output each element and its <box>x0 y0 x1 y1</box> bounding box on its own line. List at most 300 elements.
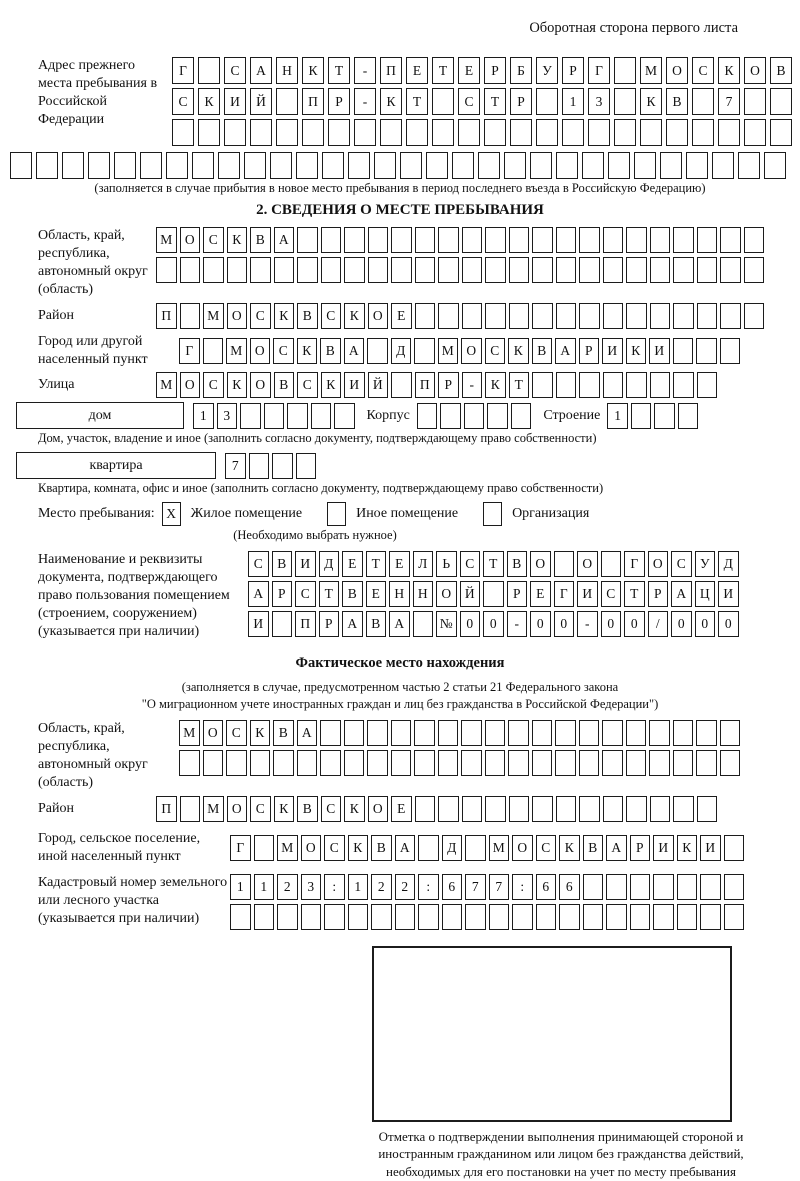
char-box[interactable]: - <box>354 57 376 84</box>
char-box[interactable] <box>368 227 389 253</box>
char-box[interactable] <box>391 750 412 776</box>
char-box[interactable] <box>556 227 577 253</box>
char-box[interactable] <box>509 796 530 822</box>
char-box[interactable]: И <box>649 338 670 364</box>
char-box[interactable] <box>254 835 275 861</box>
char-box[interactable]: Л <box>413 551 434 577</box>
char-box[interactable]: Р <box>272 581 293 607</box>
char-box[interactable]: Е <box>342 551 363 577</box>
char-box[interactable] <box>720 720 741 746</box>
char-box[interactable] <box>530 152 552 179</box>
char-box[interactable]: С <box>321 303 342 329</box>
char-box[interactable]: Е <box>458 57 480 84</box>
char-box[interactable] <box>320 750 341 776</box>
char-box[interactable] <box>272 453 293 479</box>
char-box[interactable]: О <box>436 581 457 607</box>
char-box[interactable] <box>452 152 474 179</box>
char-box[interactable]: О <box>203 720 224 746</box>
char-box[interactable]: Й <box>460 581 481 607</box>
char-box[interactable]: М <box>438 338 459 364</box>
char-box[interactable] <box>297 750 318 776</box>
char-box[interactable]: К <box>718 57 740 84</box>
char-box-row[interactable] <box>179 338 740 364</box>
char-box[interactable] <box>626 227 647 253</box>
char-box[interactable]: И <box>602 338 623 364</box>
char-box[interactable] <box>180 257 201 283</box>
char-box[interactable]: - <box>462 372 483 398</box>
char-box[interactable] <box>696 750 717 776</box>
char-box[interactable] <box>532 257 553 283</box>
char-box[interactable]: 0 <box>460 611 481 637</box>
char-box[interactable] <box>418 904 439 930</box>
char-box[interactable] <box>697 372 718 398</box>
char-box[interactable]: М <box>489 835 510 861</box>
char-box[interactable] <box>244 152 266 179</box>
char-box[interactable]: С <box>601 581 622 607</box>
char-box[interactable]: М <box>203 796 224 822</box>
char-box[interactable] <box>606 904 627 930</box>
char-box[interactable] <box>579 750 600 776</box>
char-box[interactable] <box>744 227 765 253</box>
char-box[interactable] <box>744 257 765 283</box>
char-box[interactable]: С <box>321 796 342 822</box>
char-box[interactable] <box>438 720 459 746</box>
char-box[interactable] <box>720 257 741 283</box>
char-box[interactable] <box>297 227 318 253</box>
char-box[interactable]: : <box>418 874 439 900</box>
char-box[interactable]: 6 <box>536 874 557 900</box>
char-box[interactable] <box>489 904 510 930</box>
char-box[interactable]: Д <box>391 338 412 364</box>
char-box[interactable] <box>391 720 412 746</box>
char-box[interactable] <box>250 119 272 146</box>
char-box[interactable]: Р <box>630 835 651 861</box>
char-box-row[interactable] <box>172 88 792 115</box>
char-box[interactable] <box>273 750 294 776</box>
char-box[interactable]: П <box>295 611 316 637</box>
char-box[interactable]: С <box>203 372 224 398</box>
char-box[interactable] <box>559 904 580 930</box>
char-box[interactable]: 3 <box>588 88 610 115</box>
char-box[interactable] <box>462 227 483 253</box>
char-box[interactable] <box>634 152 656 179</box>
char-box[interactable] <box>555 750 576 776</box>
char-box[interactable] <box>696 338 717 364</box>
char-box[interactable] <box>462 303 483 329</box>
char-box[interactable] <box>367 338 388 364</box>
char-box[interactable]: Т <box>432 57 454 84</box>
char-box[interactable]: № <box>436 611 457 637</box>
char-box[interactable]: С <box>536 835 557 861</box>
char-box[interactable] <box>250 750 271 776</box>
char-box[interactable]: О <box>368 303 389 329</box>
char-box[interactable] <box>630 904 651 930</box>
char-box[interactable]: К <box>348 835 369 861</box>
char-box[interactable]: О <box>577 551 598 577</box>
char-box[interactable]: 2 <box>277 874 298 900</box>
char-box[interactable] <box>579 796 600 822</box>
char-box[interactable] <box>673 303 694 329</box>
char-box[interactable]: А <box>671 581 692 607</box>
char-box[interactable]: И <box>700 835 721 861</box>
char-box[interactable] <box>203 338 224 364</box>
char-box[interactable] <box>626 796 647 822</box>
char-box[interactable] <box>744 303 765 329</box>
char-box-row[interactable] <box>230 835 744 861</box>
char-box[interactable]: Р <box>562 57 584 84</box>
char-box[interactable]: Т <box>328 57 350 84</box>
char-box[interactable]: И <box>224 88 246 115</box>
char-box[interactable]: : <box>512 874 533 900</box>
char-box[interactable] <box>10 152 32 179</box>
char-box[interactable]: К <box>380 88 402 115</box>
char-box[interactable]: Т <box>624 581 645 607</box>
char-box[interactable] <box>277 904 298 930</box>
char-box[interactable]: Г <box>179 338 200 364</box>
char-box[interactable]: М <box>156 372 177 398</box>
char-box[interactable] <box>442 904 463 930</box>
char-box[interactable] <box>582 152 604 179</box>
char-box[interactable]: А <box>389 611 410 637</box>
char-box[interactable] <box>417 403 438 429</box>
char-box[interactable]: О <box>301 835 322 861</box>
char-box[interactable]: И <box>577 581 598 607</box>
char-box[interactable] <box>414 750 435 776</box>
char-box[interactable]: В <box>272 551 293 577</box>
char-box[interactable] <box>367 720 388 746</box>
char-box[interactable] <box>692 119 714 146</box>
char-box[interactable]: Г <box>172 57 194 84</box>
char-box[interactable] <box>650 372 671 398</box>
char-box[interactable] <box>673 750 694 776</box>
char-box-row[interactable] <box>156 227 764 253</box>
char-box[interactable] <box>583 874 604 900</box>
char-box[interactable] <box>508 720 529 746</box>
char-box[interactable] <box>556 152 578 179</box>
char-box[interactable]: В <box>297 303 318 329</box>
char-box[interactable] <box>673 227 694 253</box>
char-box[interactable] <box>324 904 345 930</box>
char-box[interactable]: В <box>320 338 341 364</box>
char-box[interactable] <box>418 835 439 861</box>
char-box[interactable] <box>556 257 577 283</box>
char-box[interactable]: С <box>203 227 224 253</box>
char-box[interactable]: О <box>250 338 271 364</box>
house-type-box[interactable]: дом <box>16 402 184 429</box>
char-box[interactable]: М <box>179 720 200 746</box>
char-box[interactable] <box>227 257 248 283</box>
char-box[interactable]: А <box>344 338 365 364</box>
char-box[interactable]: М <box>640 57 662 84</box>
char-box[interactable]: К <box>302 57 324 84</box>
char-box[interactable] <box>603 257 624 283</box>
char-box-row-fullwidth[interactable] <box>10 152 790 179</box>
char-box[interactable]: С <box>224 57 246 84</box>
checkbox-inoe[interactable] <box>327 502 346 526</box>
char-box[interactable]: У <box>695 551 716 577</box>
char-box[interactable] <box>354 119 376 146</box>
char-box[interactable]: А <box>555 338 576 364</box>
char-box[interactable]: Т <box>366 551 387 577</box>
char-box[interactable]: К <box>344 303 365 329</box>
char-box[interactable] <box>579 303 600 329</box>
apartment-type-box[interactable]: квартира <box>16 452 216 479</box>
char-box[interactable]: Г <box>554 581 575 607</box>
char-box[interactable] <box>720 303 741 329</box>
char-box[interactable] <box>180 796 201 822</box>
char-box-row[interactable] <box>248 611 739 637</box>
char-box[interactable] <box>485 750 506 776</box>
char-box[interactable]: Е <box>391 303 412 329</box>
char-box[interactable]: А <box>606 835 627 861</box>
char-box[interactable] <box>264 403 285 429</box>
char-box[interactable] <box>367 750 388 776</box>
char-box[interactable]: Г <box>588 57 610 84</box>
char-box[interactable] <box>602 750 623 776</box>
char-box[interactable] <box>697 303 718 329</box>
stroenie-boxes[interactable] <box>607 403 698 429</box>
char-box[interactable]: Е <box>389 551 410 577</box>
char-box[interactable] <box>650 796 671 822</box>
char-box[interactable]: К <box>250 720 271 746</box>
char-box[interactable]: Т <box>483 551 504 577</box>
char-box[interactable] <box>321 257 342 283</box>
char-box[interactable] <box>415 303 436 329</box>
char-box[interactable]: В <box>366 611 387 637</box>
char-box[interactable]: О <box>227 796 248 822</box>
char-box[interactable]: С <box>671 551 692 577</box>
char-box[interactable] <box>626 257 647 283</box>
char-box[interactable] <box>532 720 553 746</box>
char-box[interactable]: Н <box>276 57 298 84</box>
char-box[interactable] <box>606 874 627 900</box>
char-box[interactable]: И <box>718 581 739 607</box>
char-box[interactable]: О <box>666 57 688 84</box>
char-box[interactable] <box>179 750 200 776</box>
apartment-number-boxes[interactable] <box>225 453 316 479</box>
char-box[interactable]: 6 <box>559 874 580 900</box>
char-box[interactable] <box>438 303 459 329</box>
char-box[interactable] <box>321 227 342 253</box>
char-box[interactable] <box>249 453 270 479</box>
char-box[interactable] <box>226 750 247 776</box>
char-box[interactable] <box>301 904 322 930</box>
char-box[interactable]: Г <box>230 835 251 861</box>
char-box[interactable] <box>484 119 506 146</box>
char-box[interactable] <box>562 119 584 146</box>
char-box[interactable] <box>653 874 674 900</box>
char-box[interactable] <box>614 57 636 84</box>
char-box[interactable] <box>720 227 741 253</box>
char-box[interactable]: 1 <box>193 403 214 429</box>
char-box[interactable]: Р <box>507 581 528 607</box>
char-box[interactable] <box>700 904 721 930</box>
char-box[interactable] <box>536 88 558 115</box>
char-box[interactable] <box>660 152 682 179</box>
char-box[interactable]: В <box>274 372 295 398</box>
char-box[interactable] <box>686 152 708 179</box>
char-box[interactable]: 7 <box>465 874 486 900</box>
char-box[interactable] <box>556 303 577 329</box>
char-box[interactable]: 0 <box>530 611 551 637</box>
char-box[interactable] <box>458 119 480 146</box>
char-box[interactable]: Т <box>484 88 506 115</box>
char-box[interactable] <box>532 372 553 398</box>
char-box[interactable]: С <box>297 372 318 398</box>
char-box[interactable] <box>744 88 766 115</box>
char-box[interactable] <box>391 372 412 398</box>
char-box[interactable]: В <box>250 227 271 253</box>
char-box[interactable]: П <box>415 372 436 398</box>
char-box[interactable]: 3 <box>217 403 238 429</box>
char-box[interactable] <box>198 57 220 84</box>
char-box[interactable] <box>440 403 461 429</box>
char-box[interactable] <box>311 403 332 429</box>
char-box-row[interactable] <box>248 581 739 607</box>
char-box[interactable]: У <box>536 57 558 84</box>
char-box[interactable]: М <box>277 835 298 861</box>
char-box[interactable] <box>461 750 482 776</box>
char-box[interactable] <box>532 750 553 776</box>
char-box[interactable]: А <box>297 720 318 746</box>
char-box[interactable]: 0 <box>601 611 622 637</box>
char-box[interactable]: К <box>626 338 647 364</box>
char-box[interactable] <box>334 403 355 429</box>
char-box[interactable]: Р <box>510 88 532 115</box>
korpus-boxes[interactable] <box>417 403 532 429</box>
char-box[interactable] <box>62 152 84 179</box>
char-box[interactable]: В <box>371 835 392 861</box>
char-box[interactable] <box>391 227 412 253</box>
char-box-row[interactable] <box>172 119 792 146</box>
char-box[interactable] <box>673 720 694 746</box>
char-box[interactable] <box>626 720 647 746</box>
char-box[interactable] <box>461 720 482 746</box>
char-box[interactable] <box>166 152 188 179</box>
char-box-row[interactable] <box>248 551 739 577</box>
char-box[interactable] <box>426 152 448 179</box>
char-box[interactable]: 0 <box>483 611 504 637</box>
char-box[interactable] <box>414 338 435 364</box>
char-box[interactable]: Р <box>319 611 340 637</box>
house-number-boxes[interactable] <box>193 403 355 429</box>
char-box[interactable] <box>678 403 699 429</box>
char-box[interactable] <box>438 227 459 253</box>
char-box[interactable] <box>626 372 647 398</box>
char-box[interactable] <box>344 227 365 253</box>
char-box[interactable] <box>432 88 454 115</box>
char-box[interactable] <box>603 796 624 822</box>
char-box[interactable]: 0 <box>671 611 692 637</box>
char-box[interactable]: С <box>324 835 345 861</box>
char-box[interactable] <box>556 372 577 398</box>
checkbox-zhiloe[interactable]: X <box>162 502 181 526</box>
char-box[interactable] <box>603 372 624 398</box>
char-box[interactable] <box>697 796 718 822</box>
char-box[interactable]: Ь <box>436 551 457 577</box>
char-box[interactable] <box>432 119 454 146</box>
char-box[interactable] <box>556 796 577 822</box>
char-box[interactable] <box>744 119 766 146</box>
char-box[interactable] <box>718 119 740 146</box>
char-box[interactable] <box>504 152 526 179</box>
char-box[interactable] <box>532 796 553 822</box>
char-box[interactable]: А <box>248 581 269 607</box>
char-box[interactable] <box>626 303 647 329</box>
char-box[interactable] <box>536 119 558 146</box>
char-box[interactable] <box>462 257 483 283</box>
char-box[interactable]: О <box>227 303 248 329</box>
char-box[interactable]: А <box>342 611 363 637</box>
char-box[interactable] <box>374 152 396 179</box>
char-box[interactable] <box>415 796 436 822</box>
char-box[interactable] <box>156 257 177 283</box>
char-box[interactable]: В <box>770 57 792 84</box>
char-box[interactable] <box>438 257 459 283</box>
char-box[interactable]: О <box>512 835 533 861</box>
char-box-row[interactable] <box>156 372 717 398</box>
char-box[interactable]: М <box>156 227 177 253</box>
char-box[interactable]: С <box>295 581 316 607</box>
char-box[interactable] <box>348 904 369 930</box>
char-box[interactable] <box>400 152 422 179</box>
char-box[interactable] <box>764 152 786 179</box>
char-box[interactable] <box>250 257 271 283</box>
char-box[interactable] <box>198 119 220 146</box>
char-box[interactable] <box>579 257 600 283</box>
char-box[interactable]: Р <box>484 57 506 84</box>
char-box[interactable] <box>218 152 240 179</box>
char-box[interactable]: О <box>461 338 482 364</box>
char-box-row[interactable] <box>156 796 717 822</box>
char-box[interactable]: Р <box>579 338 600 364</box>
char-box[interactable] <box>272 611 293 637</box>
char-box[interactable] <box>344 720 365 746</box>
char-box[interactable] <box>344 257 365 283</box>
char-box[interactable] <box>510 119 532 146</box>
char-box[interactable] <box>724 835 745 861</box>
char-box[interactable] <box>464 403 485 429</box>
char-box[interactable] <box>720 750 741 776</box>
char-box[interactable]: Е <box>366 581 387 607</box>
char-box[interactable]: В <box>666 88 688 115</box>
char-box[interactable]: Г <box>624 551 645 577</box>
char-box[interactable]: О <box>744 57 766 84</box>
char-box[interactable]: 0 <box>554 611 575 637</box>
char-box[interactable] <box>380 119 402 146</box>
char-box[interactable]: В <box>342 581 363 607</box>
char-box[interactable] <box>554 551 575 577</box>
char-box[interactable] <box>588 119 610 146</box>
char-box[interactable]: И <box>653 835 674 861</box>
char-box[interactable] <box>512 904 533 930</box>
char-box[interactable] <box>700 874 721 900</box>
char-box[interactable]: 7 <box>718 88 740 115</box>
char-box[interactable] <box>348 152 370 179</box>
char-box[interactable] <box>413 611 434 637</box>
char-box[interactable]: 1 <box>230 874 251 900</box>
char-box[interactable]: И <box>295 551 316 577</box>
char-box[interactable] <box>649 720 670 746</box>
char-box[interactable]: И <box>344 372 365 398</box>
char-box[interactable] <box>626 750 647 776</box>
char-box[interactable] <box>508 750 529 776</box>
char-box[interactable] <box>302 119 324 146</box>
char-box[interactable]: - <box>354 88 376 115</box>
char-box[interactable] <box>697 257 718 283</box>
char-box[interactable]: П <box>380 57 402 84</box>
char-box[interactable]: О <box>180 227 201 253</box>
